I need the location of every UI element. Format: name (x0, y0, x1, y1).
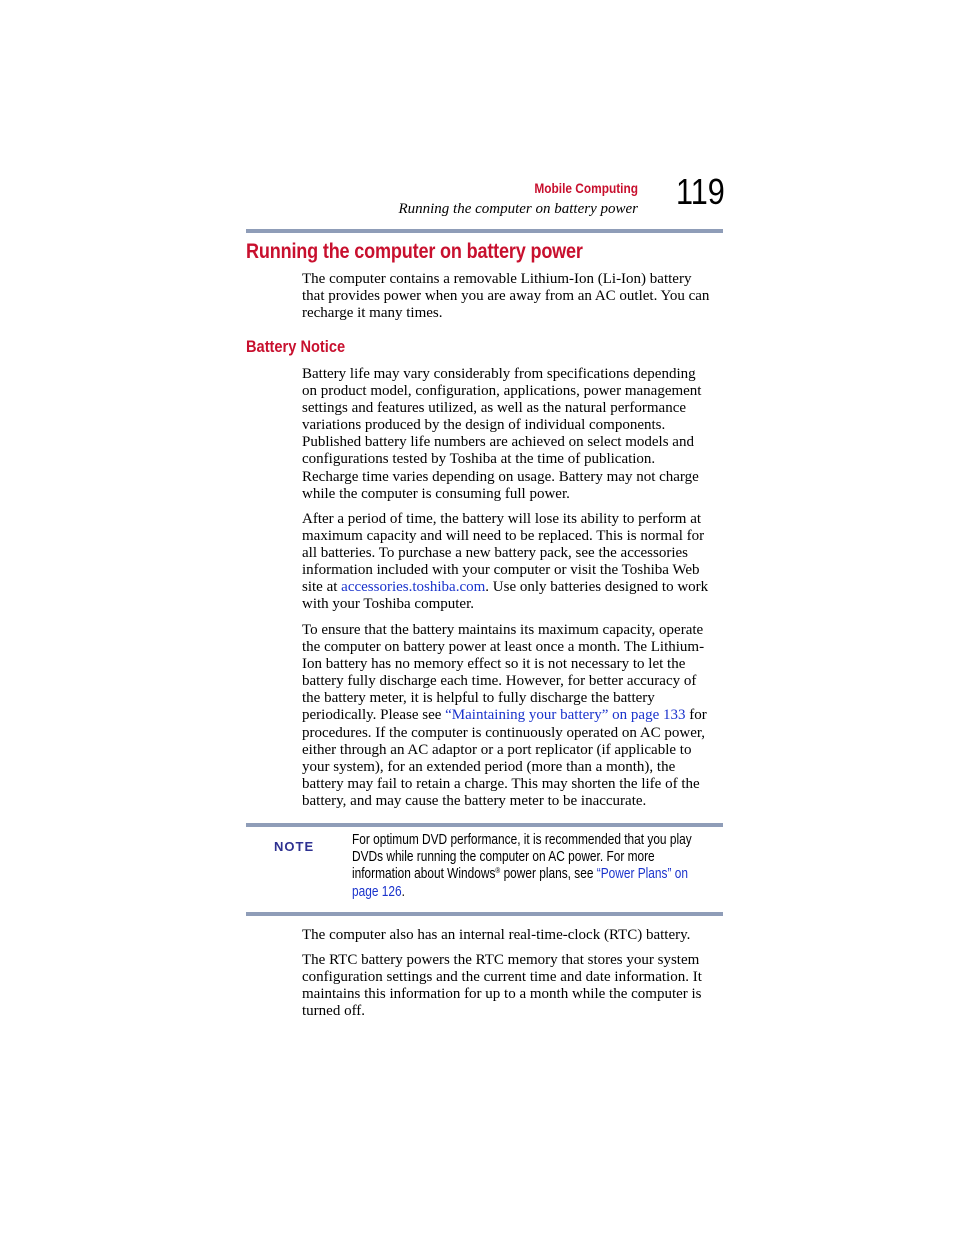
text-line: Published battery life numbers are achieved on select models and (302, 434, 694, 451)
text-line: Ion battery has no memory effect so it is not necessary to let the (302, 656, 686, 673)
battery-notice-paragraph-1 (302, 366, 722, 503)
text-line: The computer also has an internal real-time-clock (RTC) battery. (302, 927, 691, 943)
text-line: maximum capacity and will need to be replaced. This is normal for (302, 528, 705, 545)
text-line: your system), for an extended period (more than a month), the (302, 758, 676, 775)
text-line (352, 884, 657, 901)
text-line (352, 866, 688, 883)
header-rule (246, 229, 723, 233)
text-line: information included with your computer or visit the Toshiba Web (302, 562, 700, 579)
text-line: The RTC battery powers the RTC memory that stores your system (302, 952, 700, 968)
text-line: with your Toshiba computer. (302, 596, 474, 613)
header-section-title: Mobile Computing (534, 181, 638, 196)
registered-mark: ® (495, 866, 501, 876)
note-text (352, 832, 692, 901)
text-fragment: . (401, 883, 405, 900)
text-line: the battery meter, it is helpful to fully discharge the battery (302, 690, 655, 707)
text-line: Recharge time varies depending on usage. Battery may not charge (302, 468, 699, 485)
text-fragment: site at (302, 579, 342, 596)
text-line: on product model, configuration, applications, power management (302, 383, 702, 400)
rtc-paragraph-1 (302, 927, 722, 944)
accessories-link[interactable]: accessories.toshiba.com (341, 579, 486, 596)
note-top-rule (246, 823, 723, 827)
text-fragment: information about Windows (352, 866, 496, 883)
text-line: either through an AC adaptor or a port replicator (if applicable to (302, 741, 692, 758)
text-line: To ensure that the battery maintains its maximum capacity, operate (302, 622, 704, 638)
power-plans-link[interactable]: “Power Plans” on (596, 866, 688, 883)
text-line: The computer contains a removable Lithium-Ion (Li-Ion) battery (302, 271, 692, 287)
battery-notice-paragraph-3 (302, 622, 722, 810)
text-line: the computer on battery power at least once a month. The Lithium- (302, 639, 705, 656)
header-subsection-title: Running the computer on battery power (398, 201, 638, 217)
text-line: For optimum DVD performance, it is recommended that you play (352, 832, 692, 848)
text-line: battery may fail to retain a charge. This may shorten the life of the (302, 775, 700, 792)
text-line (302, 579, 722, 596)
text-fragment: for (685, 707, 707, 724)
text-line: turned off. (302, 1003, 366, 1020)
text-line: battery fully discharge each time. However, for better accuracy of (302, 673, 697, 690)
page-number: 119 (676, 171, 725, 212)
text-line: all batteries. To purchase a new battery pack, see the accessories (302, 545, 689, 562)
text-line: After a period of time, the battery will lose its ability to perform at (302, 511, 702, 527)
intro-paragraph (302, 271, 722, 322)
text-line: settings and features utilized, as well as the natural performance (302, 400, 687, 417)
text-fragment: power plans, see (500, 866, 597, 883)
text-line: procedures. If the computer is continuously operated on AC power, (302, 724, 706, 741)
page-title: Running the computer on battery power (246, 240, 583, 263)
maintaining-battery-link[interactable]: “Maintaining your battery” on page 133 (445, 707, 686, 724)
text-line: battery, and may cause the battery meter to be inaccurate. (302, 792, 647, 809)
battery-notice-paragraph-2 (302, 511, 722, 614)
note-bottom-rule (246, 912, 723, 916)
battery-notice-heading: Battery Notice (246, 337, 346, 356)
note-label: NOTE (274, 839, 315, 854)
text-line: variations produced by the design of individual components. (302, 417, 666, 434)
text-line: Battery life may vary considerably from specifications depending (302, 366, 696, 382)
text-line: DVDs while running the computer on AC power. For more (352, 849, 655, 866)
text-line: configurations tested by Toshiba at the time of publication. (302, 451, 656, 468)
power-plans-link-page[interactable]: page 126 (352, 883, 402, 900)
rtc-paragraph-2 (302, 952, 722, 1020)
text-line: that provides power when you are away from an AC outlet. You can (302, 288, 710, 305)
text-line: maintains this information for up to a month while the computer is (302, 986, 702, 1003)
text-line: recharge it many times. (302, 305, 443, 322)
text-fragment: periodically. Please see (302, 707, 446, 724)
text-fragment: . Use only batteries designed to work (485, 579, 709, 596)
text-line: while the computer is consuming full power. (302, 485, 570, 502)
text-line: configuration settings and the current time and date information. It (302, 969, 702, 986)
text-line (302, 707, 722, 724)
